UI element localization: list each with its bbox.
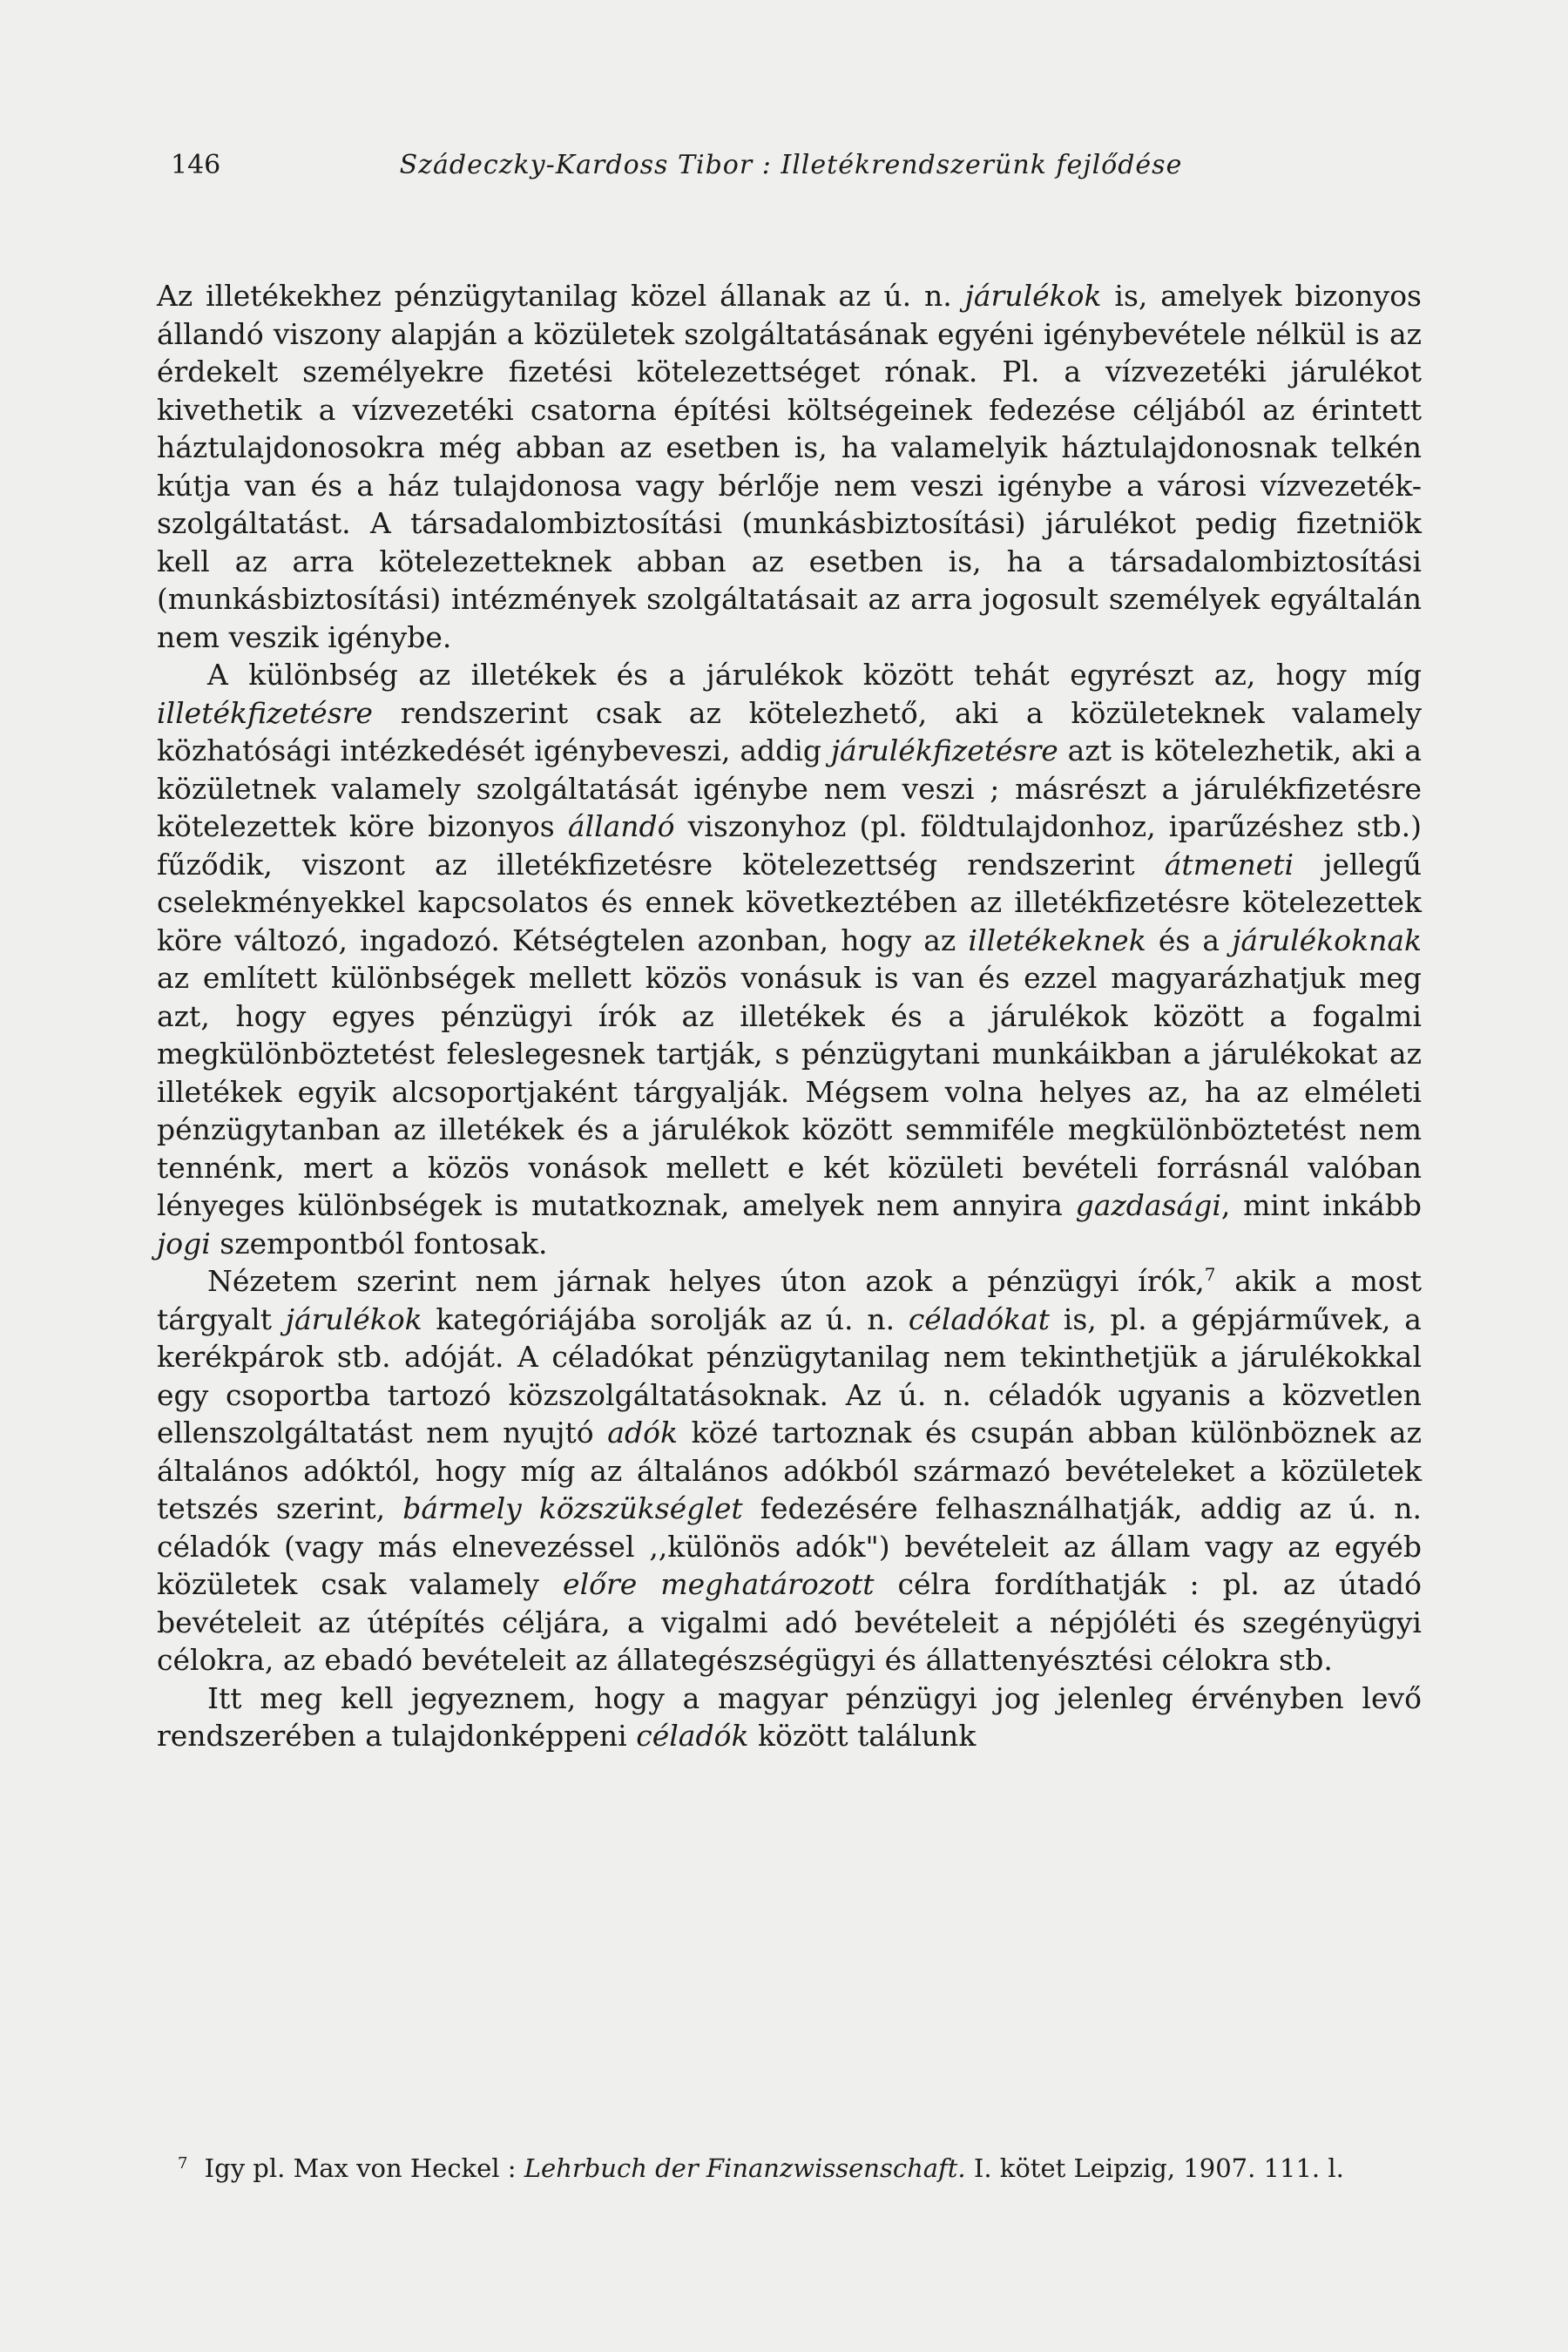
emphasized-term: előre meghatározott <box>563 1567 875 1601</box>
text-run: A különbség az illetékek és a járulékok között tehát egyrészt az, hogy míg <box>207 658 1422 692</box>
emphasized-term: járulékok <box>964 279 1102 313</box>
text-run: is, pl. a gépjárművek, a kerékpárok stb. adóját. A céladókat pénzügytanilag nem tekinthetjük a járulékokkal egy csoportba tartozó közszolgáltatásoknak. Az ú. n. céladók ugyanis a közvetlen ellenszolgáltatást nem nyujtó <box>157 1301 1422 1450</box>
text-run: azt is kötelezhetik, aki a közületnek valamely szolgáltatását igénybe nem veszi ; másrészt a járulékfizetésre kötelezettek köre bizonyos <box>157 733 1422 843</box>
text-run: is, amelyek bizonyos állandó viszony alapján a közületek szolgáltatásának egyéni igénybevétele nélkül is az érdekelt személyekre fizetési kötelezettséget rónak. Pl. a vízvezetéki járulékot kivethetik a vízvezetéki csatorna építési költségeinek fedezése céljából az érintett háztulajdonosokra még abban az esetben is, ha valamelyik háztulajdonosnak telkén kútja van és a ház tulajdonosa vagy bérlője nem veszi igénybe a városi vízvezeték-szolgáltatást. A társadalombiztosítási (munkásbiztosítási) járulékot pedig fizetniök kell az arra kötelezetteknek abban az esetben is, ha a társadalombiztosítási (munkásbiztosítási) intézmények szolgáltatásait az arra jogosult személyek egyáltalán nem veszik igénybe. <box>157 279 1422 654</box>
text-run: viszonyhoz (pl. földtulajdonhoz, iparűzéshez stb.) fűződik, viszont az illetékfizetésre kötelezettség rendszerint <box>157 809 1422 882</box>
emphasized-term: céladók <box>636 1719 749 1753</box>
footnotes <box>157 2146 1422 2186</box>
text-run: jellegű cselekményekkel kapcsolatos és ennek következtében az illetékfizetésre kötelezettek köre változó, ingadozó. Kétségtelen azonban, hogy az <box>157 847 1422 957</box>
page-header <box>171 150 1411 188</box>
text-run: közé tartoznak és csupán abban különböznek az általános adóktól, hogy míg az általános adókból származó bevételeket a közületek tetszés szerint, <box>157 1416 1422 1525</box>
text-run: Itt meg kell jegyeznem, hogy a magyar pénzügyi jog jelenleg érvényben levő rendszerében a tulajdonképpeni <box>157 1680 1422 1753</box>
running-title: Szádeczky-Kardoss Tibor : Illetékrendszerünk fejlődése <box>399 150 1183 180</box>
text-run: kategóriájába sorolják az ú. n. <box>422 1301 909 1336</box>
text-run: akik a most tárgyalt <box>157 1264 1422 1336</box>
emphasized-term: Lehrbuch der Finanzwissenschaft. <box>524 2153 966 2183</box>
body-text <box>157 277 1422 1755</box>
emphasized-term: illetékfizetésre <box>157 695 373 730</box>
paragraph <box>157 656 1422 1262</box>
text-run: rendszerint csak az kötelezhető, aki a közületeknek valamely közhatósági intézkedését igénybeveszi, addig <box>157 695 1422 767</box>
paragraph <box>157 1262 1422 1680</box>
emphasized-term: gazdasági <box>1075 1188 1221 1222</box>
emphasized-term: céladókat <box>908 1301 1050 1336</box>
emphasized-term: állandó <box>567 809 675 843</box>
emphasized-term: jogi <box>157 1226 211 1260</box>
paragraph <box>157 277 1422 656</box>
text-run: Nézetem szerint nem járnak helyes úton azok a pénzügyi írók, <box>207 1264 1205 1298</box>
footnote-mark: 7 <box>178 2154 188 2173</box>
footnote <box>157 2146 1422 2186</box>
text-run: I. kötet Leipzig, 1907. 111. l. <box>965 2153 1344 2183</box>
emphasized-term: illetékeknek <box>968 923 1146 957</box>
emphasized-term: járulékfizetésre <box>830 733 1058 767</box>
emphasized-term: adók <box>607 1416 678 1450</box>
text-run: Igy pl. Max von Heckel : <box>204 2153 524 2183</box>
text-run: , mint inkább <box>1220 1188 1422 1222</box>
emphasized-term: járulékok <box>285 1301 422 1336</box>
text-run: célra fordíthatják : pl. az útadó bevételeit az útépítés céljára, a vigalmi adó bevételeit a népjóléti és szegényügyi célokra, az ebadó bevételeit az állategészségügyi és állattenyésztési célokra stb. <box>157 1567 1423 1677</box>
emphasized-term: átmeneti <box>1164 847 1294 882</box>
emphasized-term: bármely közszükséglet <box>402 1491 743 1525</box>
page-number: 146 <box>171 150 221 180</box>
text-run: szempontból fontosak. <box>210 1226 548 1260</box>
paragraph <box>157 1680 1422 1755</box>
text-run: fedezésére felhasználhatják, addig az ú. n. céladók (vagy más elnevezéssel ,,különös adók") bevételeit az állam vagy az egyéb közületek csak valamely <box>157 1491 1422 1601</box>
text-run: Az illetékekhez pénzügytanilag közel állanak az ú. n. <box>157 279 965 313</box>
text-run: között találunk <box>748 1719 977 1753</box>
footnote-reference: 7 <box>1204 1264 1216 1285</box>
text-run: és a <box>1146 923 1233 957</box>
text-run: az említett különbségek mellett közös vonásuk is van és ezzel magyarázhatjuk meg azt, hogy egyes pénzügyi írók az illetékek és a járulékok között a fogalmi megkülönböztetést feleslegesnek tartják, s pénzügytani munkáikban a járulékokat az illetékek egyik alcsoportjaként tárgyalják. Mégsem volna helyes az, ha az elméleti pénzügytanban az illetékek és a járulékok között semmiféle megkülönböztetést nem tennénk, mert a közös vonások mellett e két közületi bevételi forrásnál valóban lényeges különbségek is mutatkoznak, amelyek nem annyira <box>157 961 1422 1222</box>
emphasized-term: járulékoknak <box>1232 923 1422 957</box>
